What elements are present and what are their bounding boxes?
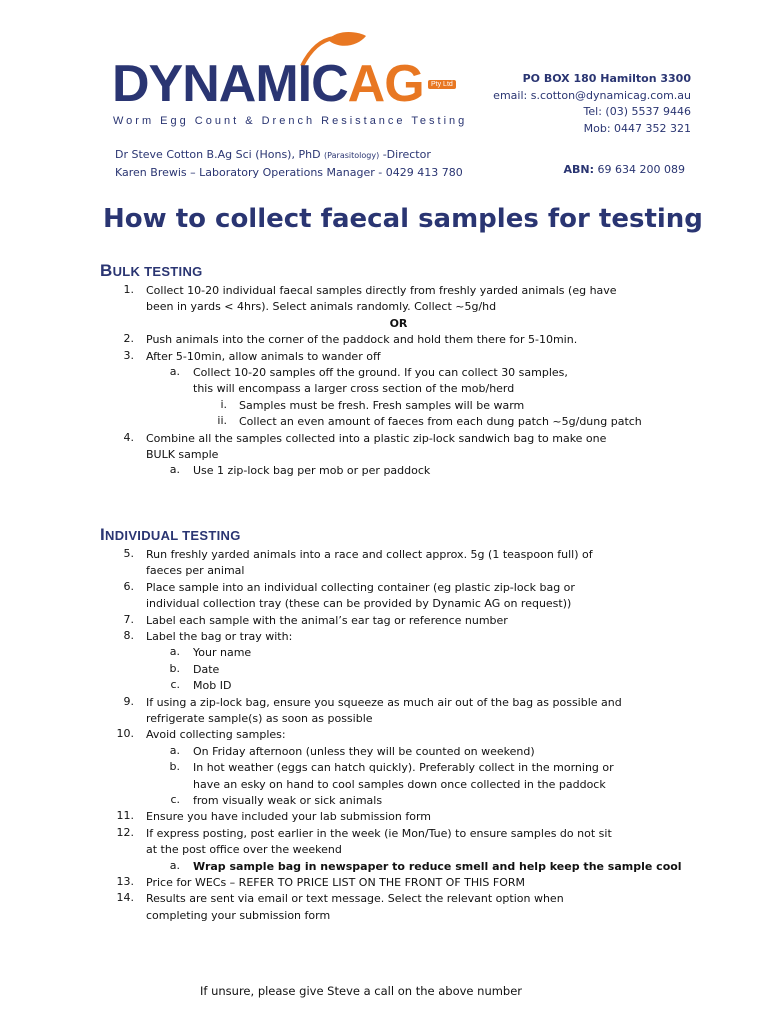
company-logo: DYNAMICAG [112,55,424,113]
list-item-text: Your name [193,646,252,660]
list-item-text: Place sample into an individual collecting container (eg plastic zip-lock bag or [146,580,575,594]
list-item-number: 1. [123,283,134,296]
list-item-number: b. [169,760,180,774]
page-title: How to collect faecal samples for testing [103,204,703,234]
postal-address: PO BOX 180 Hamilton 3300 [522,72,691,85]
list-item-number: 10. [116,727,134,741]
list-item-text: Label the bag or tray with: [146,630,293,643]
list-item-number: a. [169,743,180,757]
list-item-number: 7. [123,612,134,626]
list-item-text: OR [389,316,408,330]
abn-line: ABN: 69 634 200 089 [563,163,685,176]
staff-details [115,147,463,181]
list-item-text: from visually weak or sick animals [193,794,383,807]
list-item-number: a. [169,858,180,872]
list-item-number: 13. [116,875,134,888]
list-item-text: Collect 10-20 samples off the ground. If you can collect 30 samples, [193,366,568,379]
bulk-testing-heading: BULK TESTING [100,261,203,280]
list-item-number: 6. [123,579,134,593]
list-item-text: After 5-10min, allow animals to wander off [146,349,381,363]
list-item-number: 8. [123,629,134,642]
telephone-text: Tel: (03) 5537 9446 [583,105,691,118]
company-tagline: Worm Egg Count & Drench Resistance Testing [113,115,468,127]
list-item-text: If using a zip-lock bag, ensure you squeeze as much air out of the bag as possible and [146,695,622,709]
list-item-text: Wrap sample bag in newspaper to reduce smell and help keep the sample cool [193,859,682,873]
list-item-text: been in yards < 4hrs). Select animals randomly. Collect ~5g/hd [146,300,497,314]
list-item-number: 4. [123,430,134,444]
list-item-text: Date [193,662,220,676]
list-item-number: 14. [116,891,134,905]
list-item-number: 3. [123,348,134,362]
list-item-number: i. [220,397,227,411]
individual-testing-heading: INDIVIDUAL TESTING [100,525,241,544]
list-item-text: On Friday afternoon (unless they will be counted on weekend) [193,744,535,758]
manager-line: Karen Brewis – Laboratory Operations Manager - 0429 413 780 [115,165,463,179]
list-item-number: a. [169,645,180,659]
list-item-text: Samples must be fresh. Fresh samples will be warm [239,398,525,412]
list-item-text: this will encompass a larger cross section of the mob/herd [193,382,515,396]
list-item-text: at the post office over the weekend [146,843,342,857]
list-item-text: In hot weather (eggs can hatch quickly). Preferably collect in the morning or [193,761,614,775]
footer-note: If unsure, please give Steve a call on the above number [200,984,523,998]
email-text: email: s.cotton@dynamicag.com.au [493,88,691,102]
list-item-number: 9. [123,694,134,708]
list-item-number: 12. [116,825,134,839]
pty-ltd-badge: Pty Ltd [428,80,456,89]
list-item-text: Run freshly yarded animals into a race and collect approx. 5g (1 teaspoon full) of [146,548,593,561]
list-item-number: 5. [123,547,134,560]
list-item-text: Results are sent via email or text message. Select the relevant option when [146,892,564,906]
list-item-text: Collect an even amount of faeces from each dung patch ~5g/dung patch [239,415,642,429]
list-item-number: 2. [123,332,134,346]
list-item-text: BULK sample [146,448,219,461]
list-item-number: 11. [116,809,134,823]
list-item-text: Label each sample with the animal’s ear tag or reference number [146,613,508,627]
list-item-text: Push animals into the corner of the paddock and hold them there for 5-10min. [146,333,578,347]
list-item-text: If express posting, post earlier in the week (ie Mon/Tue) to ensure samples do not sit [146,826,612,840]
list-item-number: c. [170,793,180,806]
list-item-text: Combine all the samples collected into a plastic zip-lock sandwich bag to make one [146,431,607,445]
list-item-text: Collect 10-20 individual faecal samples directly from freshly yarded animals (eg have [146,284,617,297]
list-item-text: completing your submission form [146,908,331,922]
list-item-text: Mob ID [193,679,232,693]
list-item-text: Avoid collecting samples: [146,728,286,742]
list-item-text: individual collection tray (these can be provided by Dynamic AG on request)) [146,597,572,611]
list-item-number: c. [170,678,180,692]
list-item-number: a. [169,463,180,477]
list-item-number: b. [169,661,180,675]
mobile-text: Mob: 0447 352 321 [583,121,691,135]
list-item-number: ii. [217,414,227,428]
list-item-text: Use 1 zip-lock bag per mob or per paddock [193,464,431,478]
list-item-number: a. [169,365,180,378]
list-item-text: refrigerate sample(s) as soon as possible [146,712,373,725]
list-item-text: have an esky on hand to cool samples down once collected in the paddock [193,777,606,791]
list-item-text: faeces per animal [146,564,245,578]
contact-details [493,71,691,137]
list-item-text: Ensure you have included your lab submission form [146,810,432,824]
director-line: Dr Steve Cotton B.Ag Sci (Hons), PhD (Parasitology) -Director [115,148,431,161]
list-item-text: Price for WECs – REFER TO PRICE LIST ON THE FRONT OF THIS FORM [146,876,525,889]
